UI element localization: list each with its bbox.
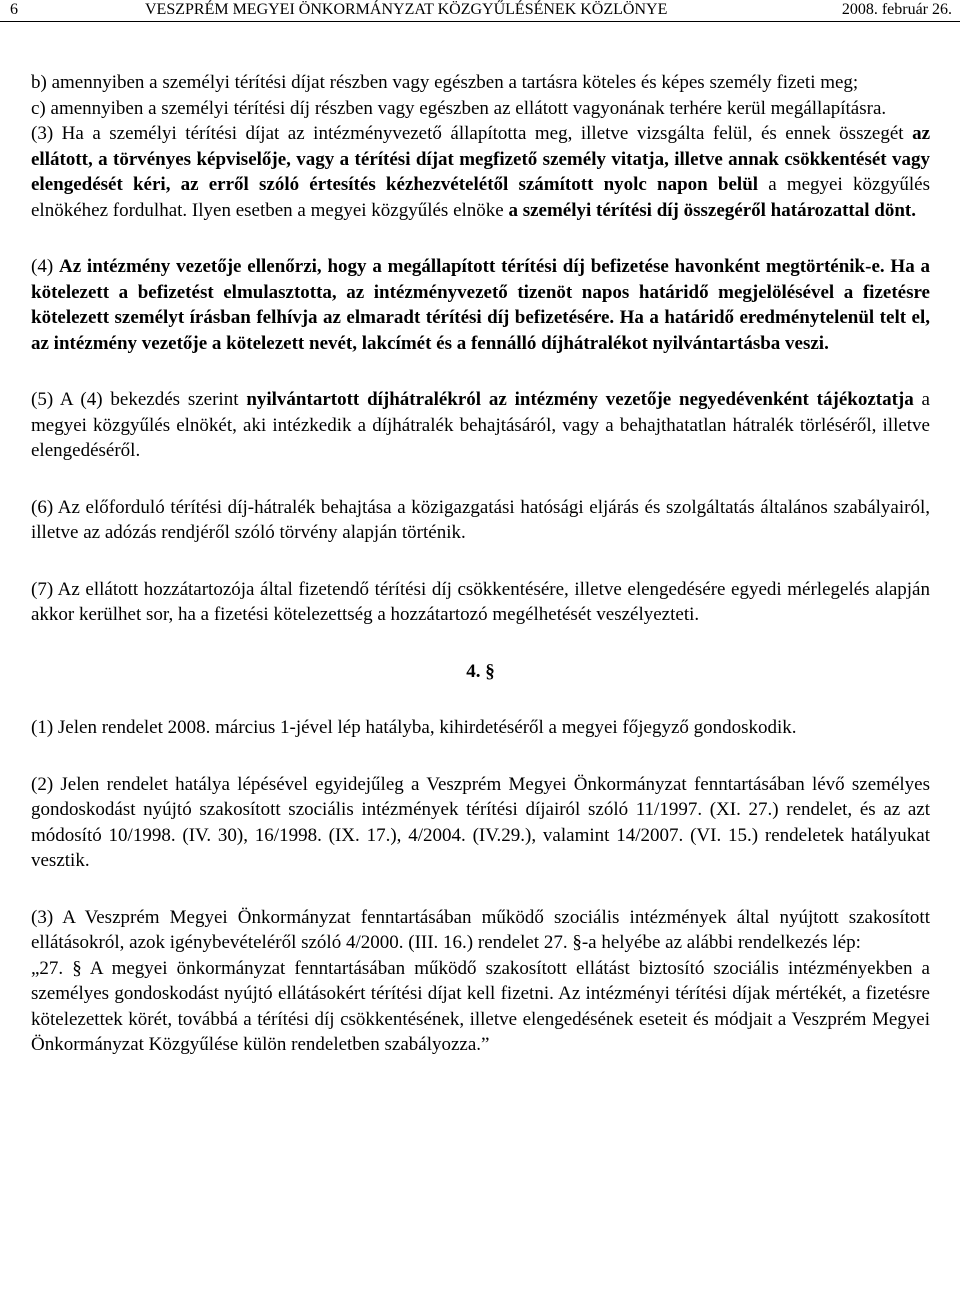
paragraph-7: (7) Az ellátott hozzátartozója által fizetendő térítési díj csökkentésére, illetve elengedésére egyedi mérlegelés alapján akkor kerülhet sor, ha a fizetési kötelezettség a hozzátartozó megélhetését veszélyezteti. [31,578,930,625]
p4-text-1: (4) [31,256,59,277]
p5-bold-1: nyilvántartott díjhátralékról az intézmény vezetője negyedévenként tájékoztatja [246,389,914,410]
p3-text-2: a megyei közgyűlés elnökéhez fordulhat. Ilyen esetben a megyei közgyűlés elnöke [31,174,930,221]
p4-bold-1: Az intézmény vezetője ellenőrzi, hogy a megállapított térítési díj befizetése havonként megtörténik-e. Ha a kötelezett a befizetést elmulasztotta, az intézményvezető tizenöt napos határidő megjelölésével a fizetésre kötelezett személyt írásban felhívja az elmaradt térítési díj befizetésére. Ha a határidő eredménytelenül telt el, az intézmény vezetője a kötelezett nevét, lakcímét és a fennálló díjhátralékot nyilvántartásba veszi. [31,256,931,354]
paragraph-b: b) amennyiben a személyi térítési díjat részben vagy egészben a tartásra köteles és képes személy fizeti meg; [31,72,859,93]
header-rule [0,21,960,22]
paragraph-c: c) amennyiben a személyi térítési díj részben vagy egészben az ellátott vagyonának terhére kerül megállapításra. [31,97,887,119]
paragraph-6: (6) Az előforduló térítési díj-hátralék behajtása a közigazgatási hatósági eljárás és szolgáltatás általános szabályairól, illetve az adózás rendjéről szóló törvény alapján történik. [31,496,930,543]
publication-title: VESZPRÉM MEGYEI ÖNKORMÁNYZAT KÖZGYŰLÉSÉNEK KÖZLÖNYE [145,1,668,18]
page-number: 6 [10,1,18,18]
p5-text-1: (5) A (4) bekezdés szerint [31,389,247,410]
section-paragraph-3: (3) A Veszprém Megyei Önkormányzat fenntartásában működő szociális intézmények által nyújtott szakosított ellátásokról, azok igénybevételéről szóló 4/2000. (III. 16.) rendelet 27. §-a helyébe az alábbi rendelkezés lép: [31,906,930,953]
issue-date: 2008. február 26. [841,1,952,18]
p3-bold-2: a személyi térítési díj összegéről határozattal dönt. [508,199,916,221]
p3-text-1: (3) Ha a személyi térítési díjat az intézményvezető állapította meg, illetve vizsgálta felül, és ennek összegét [31,123,913,144]
section-paragraph-1: (1) Jelen rendelet 2008. március 1-jével lép hatályba, kihirdetéséről a megyei főjegyző gondoskodik. [31,717,797,738]
section-paragraph-3-quote: „27. § A megyei önkormányzat fenntartásában működő szakosított ellátást biztosító szociális intézményekben a személyes gondoskodást nyújtó ellátásokért térítési díjat kell fizetni. Az intézményi térítési díjak mértékét, a fizetésre kötelezettek körét, továbbá a térítési díj csökkentésének, illetve elengedésének eseteit és módjait a Veszprém Megyei Önkormányzat Közgyűlése külön rendeletben szabályozza.” [31,957,930,1055]
page-header [0,0,960,20]
paragraph-5 [31,387,930,464]
p5-text-2: a megyei közgyűlés elnökét, aki intézkedik a díjhátralék behajtásáról, vagy a behajthatatlan hátralék törléséről, illetve elengedéséről. [31,389,930,461]
section-paragraph-2: (2) Jelen rendelet hatálya lépésével egyidejűleg a Veszprém Megyei Önkormányzat fenntartásában lévő személyes gondoskodást nyújtó szakosított szociális intézmények térítési díjairól szóló 11/1997. (XI. 27.) rendelet, és az azt módosító 10/1998. (IV. 30), 16/1998. (IX. 17.), 4/2004. (IV.29.), valamint 14/2007. (VI. 15.) rendeletek hatályukat vesztik. [31,773,930,871]
p3-bold-1: az ellátott, a törvényes képviselője, vagy a térítési díjat megfizető személy vitatja, illetve annak csökkentését vagy elengedését kéri, az erről szóló értesítés kézhezvételétől számított nyolc napon belül [31,123,930,195]
document-body [31,70,930,1058]
paragraph-4 [31,254,930,356]
paragraph-3 [31,121,930,223]
section-heading: 4. § [466,660,495,682]
